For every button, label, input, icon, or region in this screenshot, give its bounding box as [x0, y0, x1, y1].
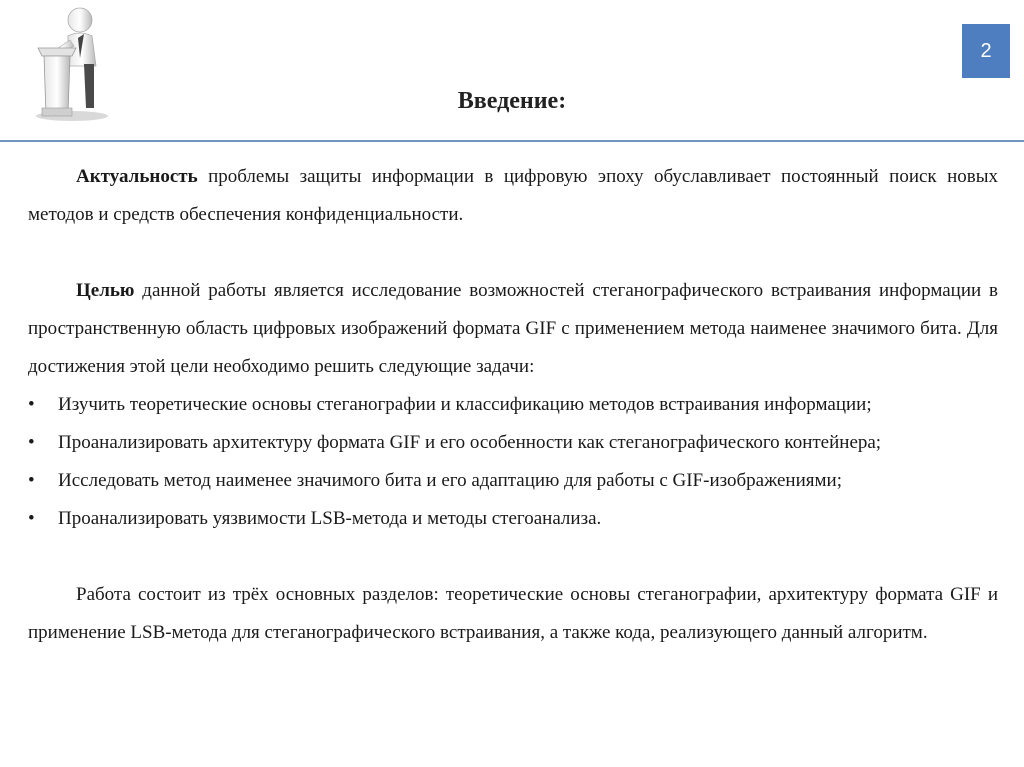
structure-paragraph: Работа состоит из трёх основных разделов: теоретические основы стеганографии, архитектуру формата GIF и применение LSB-метода для стеганографического встраивания, а также кода, реализующего данный алгоритм. [28, 584, 998, 643]
bullet-icon: • [28, 394, 35, 415]
slide-title: Введение: [457, 88, 567, 114]
bullet-icon: • [28, 508, 35, 529]
relevance-keyword: Актуальность [76, 166, 198, 187]
relevance-text: проблемы защиты информации в цифровую эпоху обуславливает постоянный поиск новых методов и средств обеспечения конфиденциальности. [28, 166, 998, 225]
goal-text: данной работы является исследование возможностей стеганографического встраивания информации в пространственную область цифровых изображений формата GIF с применением метода наименее значимого бита. Для достижения этой цели необходимо решить следующие задачи: [28, 280, 998, 377]
tasks-list [28, 386, 998, 538]
bullet-icon: • [28, 432, 35, 453]
task-text: Проанализировать уязвимости LSB-метода и методы стегоанализа. [58, 508, 602, 529]
task-text: Изучить теоретические основы стеганографии и классификацию методов встраивания информации; [58, 394, 872, 415]
list-item [28, 424, 998, 462]
goal-paragraph [28, 272, 998, 386]
bullet-icon: • [28, 470, 35, 491]
relevance-paragraph [28, 158, 998, 234]
title-divider [0, 140, 1024, 142]
page-number-badge: 2 [962, 24, 1010, 78]
list-item [28, 386, 998, 424]
list-item [28, 500, 998, 538]
task-text: Проанализировать архитектуру формата GIF и его особенности как стеганографического контейнера; [58, 432, 882, 453]
slide-body [28, 158, 998, 652]
list-item [28, 462, 998, 500]
task-text: Исследовать метод наименее значимого бита и его адаптацию для работы с GIF-изображениями; [58, 470, 842, 491]
goal-keyword: Целью [76, 280, 135, 301]
